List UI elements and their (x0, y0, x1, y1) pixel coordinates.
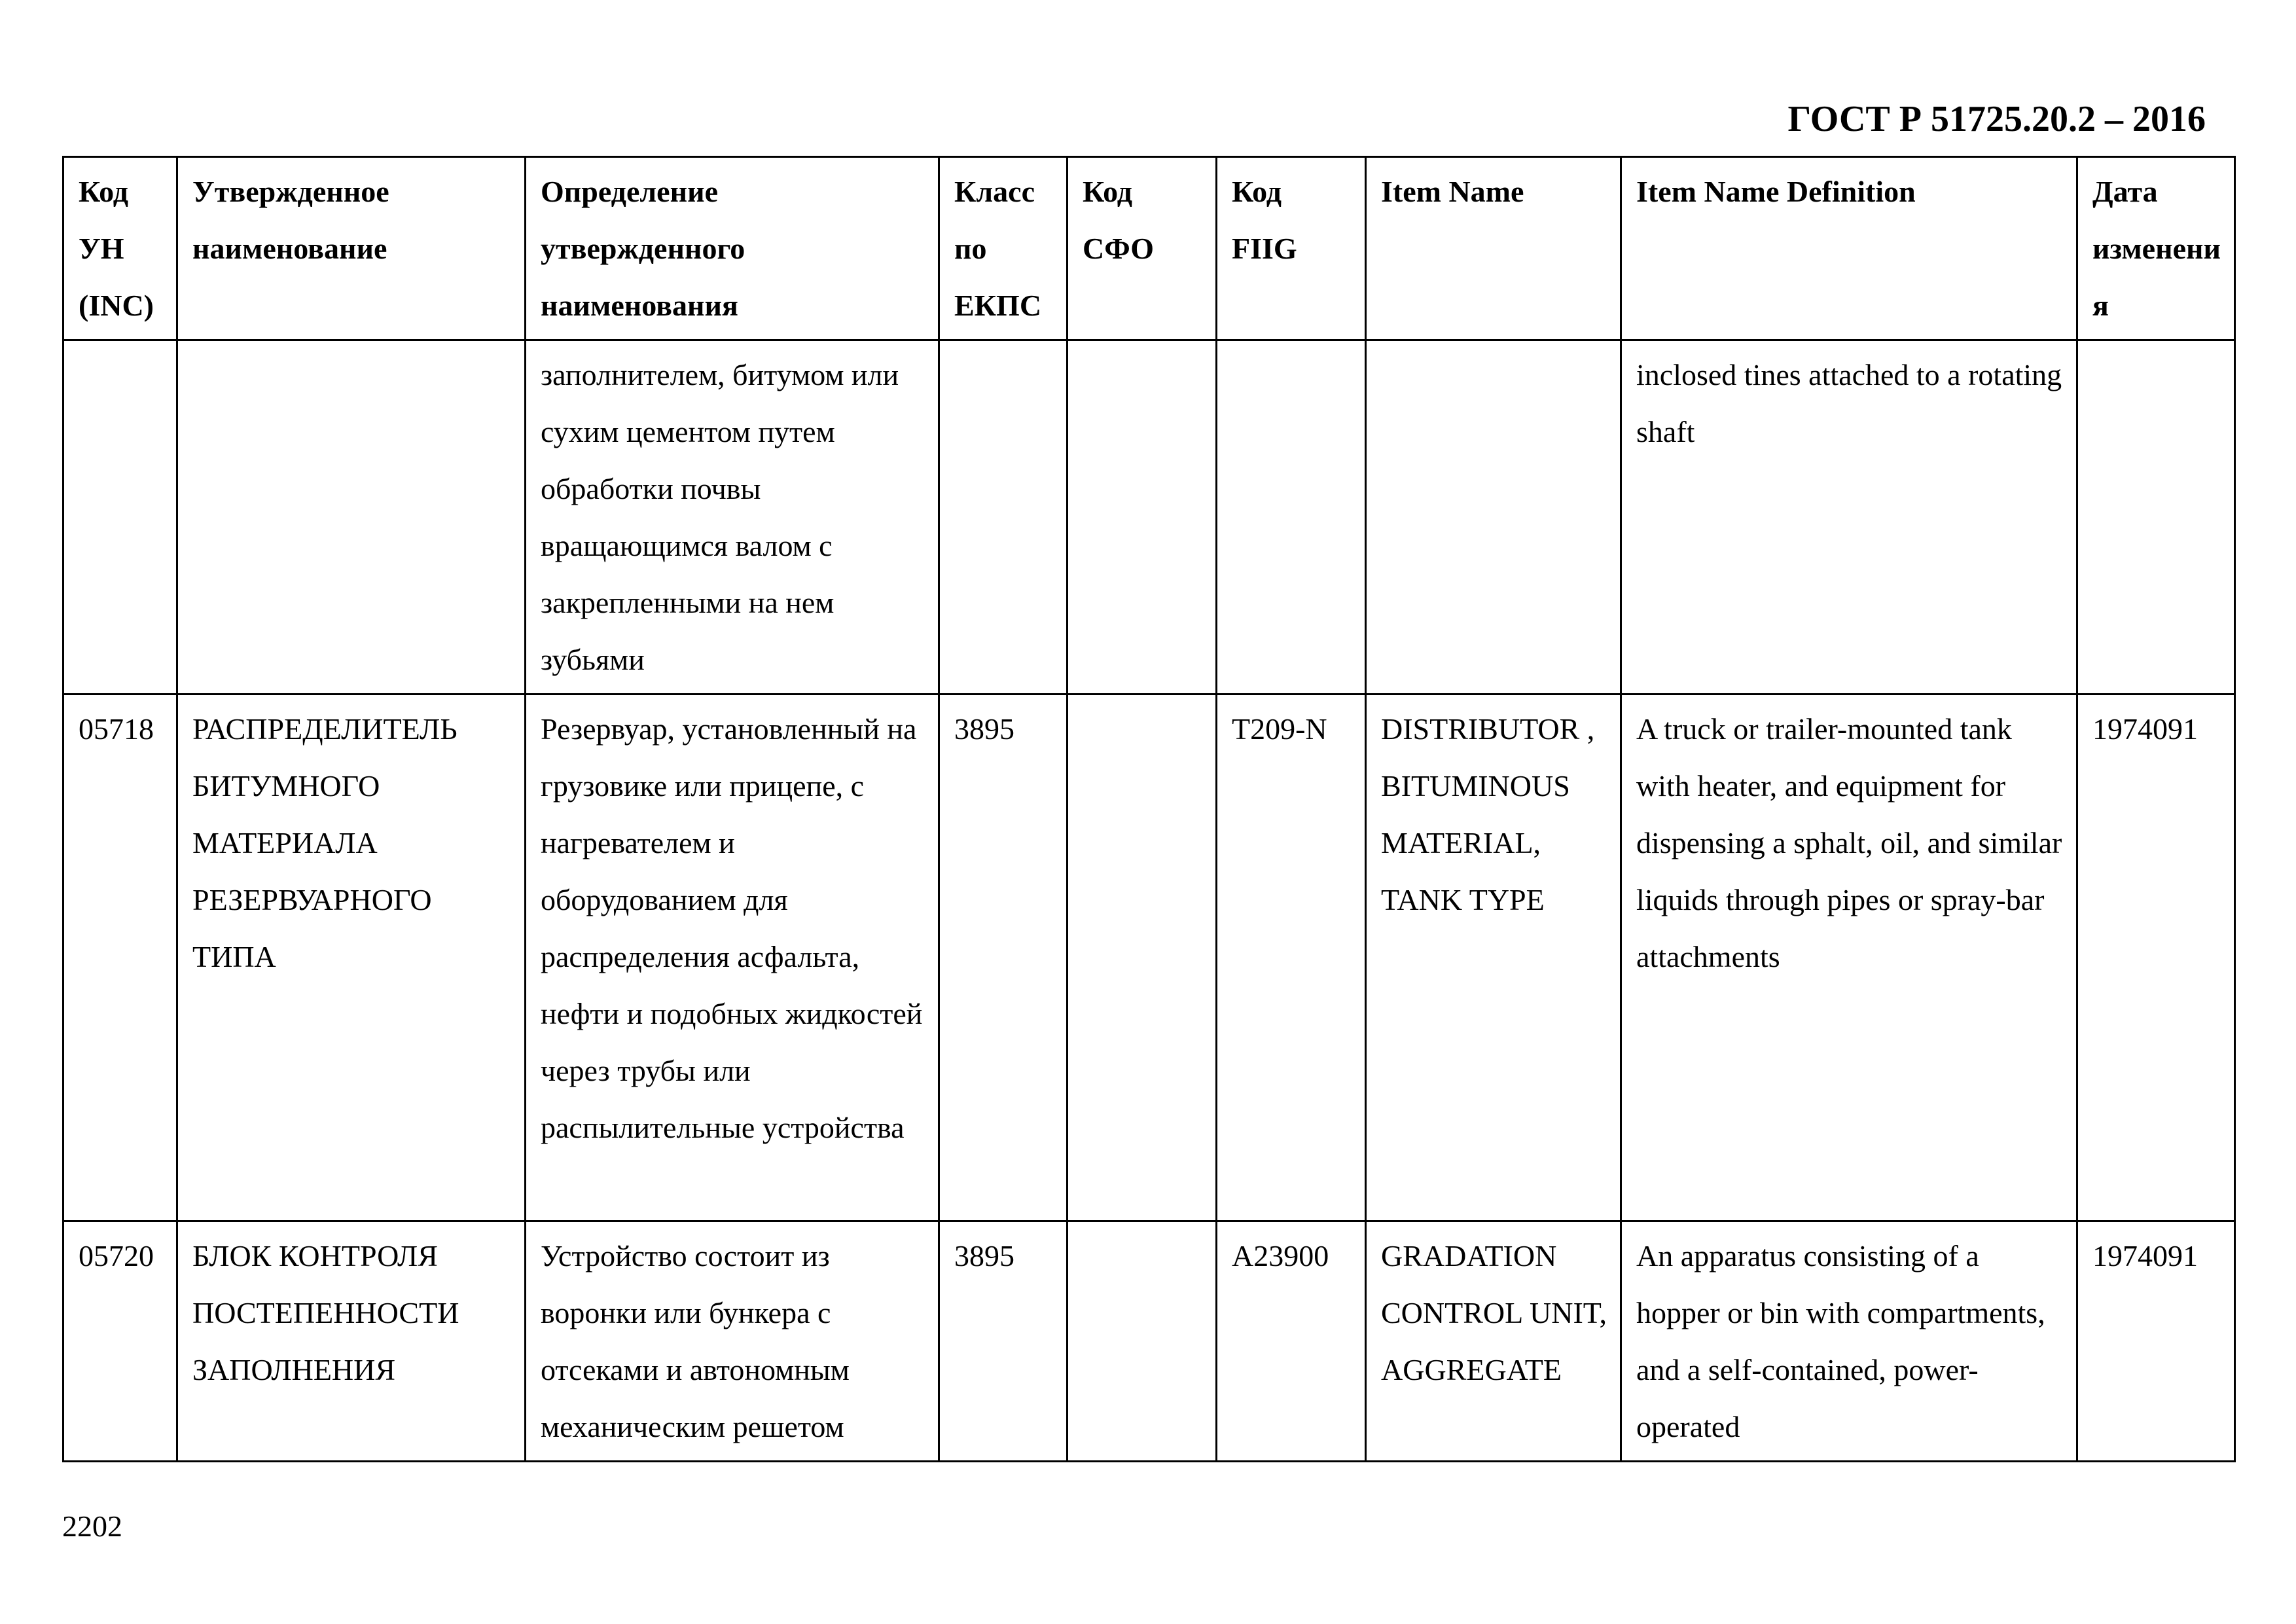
table-row (63, 1221, 2235, 1462)
cell-approved-name: БЛОК КОНТРОЛЯ ПОСТЕПЕННОСТИ ЗАПОЛНЕНИЯ (177, 1221, 526, 1462)
cell-definition: Резервуар, установленный на грузовике или прицепе, с нагревателем и оборудованием для распределения асфальта, нефти и подобных жидкостей через трубы или распылительные устройства (526, 695, 939, 1221)
cell-approved-name: РАСПРЕДЕЛИТЕЛЬ БИТУМНОГО МАТЕРИАЛА РЕЗЕРВУАРНОГО ТИПА (177, 695, 526, 1221)
cell-item-definition: An apparatus consisting of a hopper or bin with compartments, and a self-contained, power-operated (1621, 1221, 2077, 1462)
data-table (62, 156, 2236, 1462)
cell-date: 1974091 (2077, 695, 2235, 1221)
document-header: ГОСТ Р 51725.20.2 – 2016 (1787, 99, 2206, 139)
cell-fiig (1217, 340, 1366, 695)
header-date: Дата изменения (2077, 157, 2235, 340)
cell-inc: 05718 (63, 695, 177, 1221)
header-definition: Определение утвержденного наименования (526, 157, 939, 340)
cell-fiig: A23900 (1217, 1221, 1366, 1462)
cell-item-name: GRADATION CONTROL UNIT, AGGREGATE (1366, 1221, 1621, 1462)
page-number: 2202 (62, 1509, 122, 1543)
header-sfo: Код СФО (1067, 157, 1217, 340)
table-row (63, 695, 2235, 1221)
cell-definition: Устройство состоит из воронки или бункера с отсеками и автономным механическим решетом (526, 1221, 939, 1462)
table-row (63, 340, 2235, 695)
cell-sfo (1067, 1221, 1217, 1462)
cell-inc (63, 340, 177, 695)
table-header-row (63, 157, 2235, 340)
cell-approved-name (177, 340, 526, 695)
cell-date (2077, 340, 2235, 695)
header-class: Класс по ЕКПС (939, 157, 1067, 340)
cell-sfo (1067, 695, 1217, 1221)
cell-definition: заполнителем, битумом или сухим цементом путем обработки почвы вращающимся валом с закрепленными на нем зубьями (526, 340, 939, 695)
header-item-name: Item Name (1366, 157, 1621, 340)
header-inc: Код УН (INC) (63, 157, 177, 340)
cell-sfo (1067, 340, 1217, 695)
cell-fiig: T209-N (1217, 695, 1366, 1221)
cell-inc: 05720 (63, 1221, 177, 1462)
header-approved-name: Утвержденное наименование (177, 157, 526, 340)
cell-class: 3895 (939, 695, 1067, 1221)
cell-item-definition: inclosed tines attached to a rotating shaft (1621, 340, 2077, 695)
cell-item-definition: A truck or trailer-mounted tank with heater, and equipment for dispensing a sphalt, oil, and similar liquids through pipes or spray-bar attachments (1621, 695, 2077, 1221)
header-fiig: Код FIIG (1217, 157, 1366, 340)
cell-item-name (1366, 340, 1621, 695)
cell-item-name: DISTRIBUTOR , BITUMINOUS MATERIAL, TANK TYPE (1366, 695, 1621, 1221)
cell-class: 3895 (939, 1221, 1067, 1462)
cell-date: 1974091 (2077, 1221, 2235, 1462)
cell-class (939, 340, 1067, 695)
header-item-definition: Item Name Definition (1621, 157, 2077, 340)
